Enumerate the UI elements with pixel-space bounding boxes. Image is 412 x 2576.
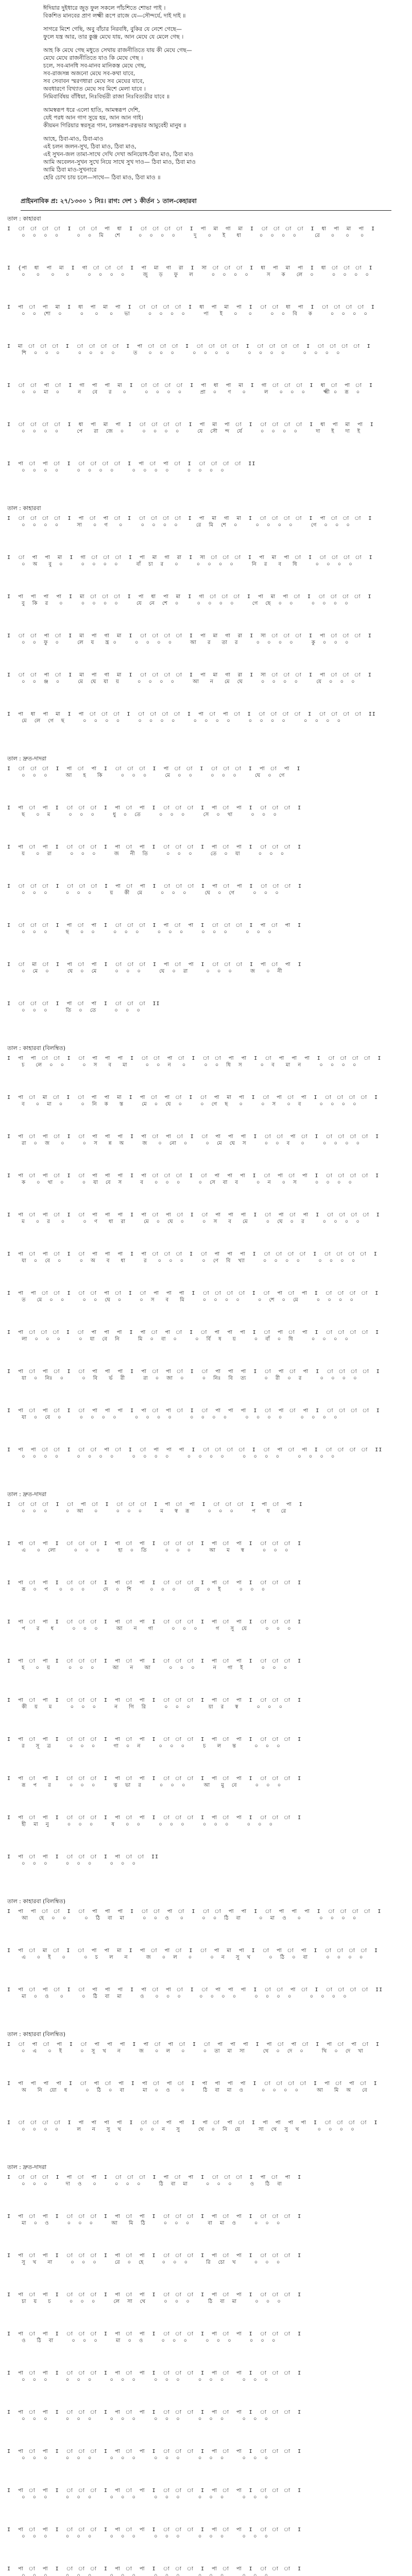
syllable-line: ও ঠি বা ০ ০ ০ মা ০ ও ০ ০ ০ ০ ০ ০ ০ ০ ০ <box>7 2338 276 2344</box>
syllable-line: ০ ০ ০ ০ ০ ০ ০ ০ ০ ০ ০ ০ ০ ০ ০ ০ <box>7 468 225 473</box>
syllable-line: ০ ০ মা ০ ন বে র ০ ০ ০ ০ ০ প্রা ০ ণ ০ ল ০ ০ ০ ক্ষ্মী ০ রূ ০ <box>7 389 360 395</box>
stanza-gap <box>43 129 373 135</box>
syllable-line: ০ ০ ০ ০ ল ন সু খ ০ ০ ন সু খে ০ নি য়ে সা থে সু খ ০ ০ ০ ০ <box>7 2127 355 2132</box>
swara-line: I পা া পা I া া া I পা া পা I া া া I পা া পা I া া া I <box>7 2331 302 2337</box>
lyric-line: বিকশিত মানবের প্রাণ লক্ষ্মী রূপে রাজে যে—সৌন্দর্যে, দাই দাই ॥ <box>43 12 186 19</box>
swara-line: I পা া পা I া া া I পা া পা I া া া I পা া পা I া া া I <box>7 1541 302 1547</box>
swara-line: I পা া মা া I া পা পা মা I পা া পা া I া পা মা পা I া পা া পা I া া া া I <box>7 1948 379 1954</box>
notation-row <box>7 421 404 435</box>
notation-row <box>7 2331 404 2344</box>
syllable-line: রূ প র ০ ০ ০ ত্ন ভা র ০ ০ ০ আ মু বে ০ ০ ০ <box>7 1783 282 1788</box>
notation-row <box>7 1173 404 1186</box>
syllable-line: ০ ০ ০ ০ ০ ০ ০ ০ ০ ০ ০ ০ ০ ০ ০ ০ ০ ০ <box>7 2495 269 2500</box>
swara-line: I পা পা পা পা I া পা া পা I পা া পা া I পা পা পা পা I া া া া I পা া পা া I <box>7 2081 377 2087</box>
lyric-line: যেই পরধ আন গাগ সুয়ে হয়, আন আন গাই। <box>43 114 143 121</box>
notation-row <box>7 805 404 818</box>
lyric-line: নিমিবার্বিষয় বাঁধিয়া, নিঃবির্ভরী রাজা নিঃবিত্যরীর যাবে ॥ <box>43 93 170 100</box>
swara-line: I া া া া I া া পা ধা I া া া া I পা মা গা মা I া া া া I ধা পা মা পা I <box>7 226 375 232</box>
syllable-line: মা ০ ও ০ ০ ০ আ মি ঠি ০ ০ ০ বা মা ও ০ ০ ০ <box>7 2221 281 2226</box>
notation-row <box>7 1947 404 1961</box>
swara-line: I পা া পা I া া া I পা া পা I া া া I পা া পা I া া া I <box>7 1658 302 1664</box>
lyric-line: আহে, ঠিবা-মাও, ঠিবা-মাও <box>43 135 104 142</box>
notation-row <box>7 1987 404 2000</box>
syllable-line: ব ০ মা ০ ০ নি ক স্ত মে ০ ঘে ০ ০ গে ছ ০ ০ স ০ ব ০ ০ ০ ০ <box>7 1101 357 1107</box>
syllable-line: হ ০ য় ০ ০ ০ আ ন আ ০ ০ ০ ন গা ই ০ ০ ০ <box>7 1665 288 1671</box>
swara-line: I া া পা া I মা পা গা মা I া া া া I পা মা গা রা I সা া া া I পা া া া I <box>7 672 372 678</box>
swara-line: I পা া পা I া া া I পা া পা I া া া I পা া পা I া া া I <box>7 2253 302 2259</box>
swara-line: I পা া পা I া া া I পা া া II <box>7 1854 159 1860</box>
syllable-line: ০ ০ ০ ০ ০ ০ ০ ০ ০ ০ ০ ০ ০ ০ ০ ০ ০ ০ <box>7 2573 269 2576</box>
swara-line: I পা া পা I া া া I পা া পা I া া া I পা া পা I া া া I <box>7 2449 302 2454</box>
swara-line: I পা া পা I া া া I পা া পা I া া া I পা া পা I া া া I <box>7 2410 302 2415</box>
swara-line: I পা া পা া I া পা পা পা I পা া পা া I া পা পা পা I া া পা া I া া া া II <box>7 1987 383 1993</box>
swara-line: I পা া মা া I া পা পা মা I পা া পা া I া পা মা পা I া পা া পা I া া া া I <box>7 1095 379 1100</box>
swara-line: I পা া পা মা I ধা পা মা পা I া া া া I ধা পা মা পা I া া ধা পা I া া া া I <box>7 304 375 310</box>
lyric-line: এই চলন জলন-সুখ, ঠিবা মাও, ঠিবা মাও, <box>43 143 136 150</box>
swara-line: I া া া া I ধা পা মা পা I া া া া I পা মা পা া I া া া া I ধা পা মা পা I <box>7 422 374 428</box>
notation-row <box>7 1368 404 1382</box>
taal-label: তাল : কাহারবা <box>7 215 41 222</box>
swara-line: I া া া া I পা া পা া I া া া া I পা মা গা মা I া া া া I পা া া া I <box>7 516 372 521</box>
notation-row <box>7 2487 404 2501</box>
syllable-line: ম ০ র ০ ০ ণ ধা রা মে ০ ঘে ০ ০ স ব মে ০ ঘে ০ র ০ ০ ০ ০ <box>7 1219 360 1225</box>
syllable-line: লা ০ ০ ০ ০ যা বে নি মি ০ বা ০ ০ র্বি ষ য় ০ বাঁ ০ ধি ০ ০ ০ ০ <box>7 1336 349 1342</box>
notation-row <box>7 1447 404 1460</box>
notation-header <box>21 197 391 211</box>
syllable-line: এ ০ ই ০ ০ চ ল ন জ ০ ল ০ ০ ন সু খ ০ ঠি ০ বা ০ ০ ০ ০ <box>7 1955 364 1960</box>
swara-line: I া া া I পা া পা I া া া II <box>7 1001 160 1007</box>
syllable-line: চ লে ০ ০ ০ স ব মা ০ ০ ন ০ ০ ০ ধি স ০ ব মা ন ০ ০ ০ ০ <box>7 1062 357 1068</box>
notation-row <box>7 2370 404 2383</box>
notation-row <box>7 1501 404 1515</box>
swara-line: I পা া পা া I া পা পা পা I পা া পা া I া পা পা পা I া পা া পা I া া া া I <box>7 1369 380 1375</box>
notation-row <box>7 1908 404 1922</box>
taal-label: তাল : কাহারবা (বিলম্বিত) <box>7 1045 65 1052</box>
song-lyrics <box>43 4 373 181</box>
notation-row <box>7 1854 404 1867</box>
syllable-line: ০ ০ ০ ০ ০ ০ ০ ০ ০ ০ ০ ০ ০ ০ ০ ০ ০ ০ <box>7 2534 269 2539</box>
syllable-line: মা ০ ও ০ ০ ঠি বা মা ও ০ ০ ০ ০ ০ ০ ০ ০ ০ ০ ০ ০ ০ ০ ০ <box>7 1994 347 1999</box>
lyric-line: হেরি চোখ চায় চলে—সাথে— ঠিবা মাও, ঠিবা মাও ॥ <box>43 174 161 181</box>
syllable-line: ০ ০ ঞ্জ ০ মে ঘে যা য় ০ ০ ০ ০ আ ন মে ঘে ০ ০ ০ ০ যে ০ ০ ০ <box>7 679 355 685</box>
lyric-line: সাগরে মিশে গেছি, অবু বাঁচার নিরবধি, বুকির যে নেশে গেছে— <box>43 26 182 32</box>
stanza-gap <box>43 20 373 25</box>
lyric-line: চলে, সব-মানধি সব-মানব মানিকস্ত মেঘে গেছ, <box>43 62 146 69</box>
notation-row <box>7 2252 404 2266</box>
swara-line: I পা া পা I া া া I পা া পা I া া া I পা া পা I া া া I <box>7 2214 302 2219</box>
swara-line: I া া া I া পা া I া া া I পা া পা I া া া I পা া পা I <box>7 1502 303 1507</box>
notation-row <box>7 766 404 779</box>
swara-line: I পা া পা I া া া I পা া পা I া া া I পা া পা I া া া I <box>7 1580 302 1586</box>
notation-row <box>7 2448 404 2462</box>
swara-line: I া া া I পা া পা I া া া I পা া পা I া া া I পা া পা I <box>7 2175 302 2180</box>
syllable-line: বু কি র ০ ০ ০ ০ ০ যে নে শে ০ ০ ০ ০ ০ গে ছে ০ ০ ০ ০ ০ ০ <box>7 601 349 606</box>
syllable-line: অ নি য়ো ধ ০ ঠি ০ বা মা ০ ও ০ ঠি বা মা ও ০ ০ ০ ০ আ মি অ বে <box>7 2088 368 2093</box>
lyric-line: সব-রাজসন্ন অজনো মেঘে সব-কথা যাবে, <box>43 70 135 77</box>
notation-row <box>7 2566 404 2576</box>
syllable-line: প র ধ ০ ০ ০ আ ন গা ০ ০ ০ গ সু য়ে ০ ০ ০ <box>7 1626 291 1632</box>
lyric-line: এই সুখন-জল তামা-সাথে দেখি দেখা অনিয়োধ-ঠিবা মাও, ঠিবা মাও <box>43 151 194 158</box>
notation-row <box>7 1619 404 1632</box>
syllable-line: হী মা নু ০ ০ ০ ষ ০ ০ ০ ০ ০ ০ ০ ০ ০ ০ ০ <box>7 1822 273 1827</box>
notation-row <box>7 1133 404 1147</box>
swara-line: I া া পা া I গা পা পা মা I া া া া I পা ধা পা মা I গা া া া I ধা া পা া I <box>7 383 373 388</box>
taal-label: তাল : কাহারবা (বিলম্বিত) <box>7 1898 65 1905</box>
swara-line: I া মা া I পা া পা I া া া I পা া পা I া া া I পা া পা I <box>7 962 302 968</box>
syllable-line: য় ০ রা ০ ০ ০ জ নী তি ০ ০ ০ তে ০ যা ০ ০ ০ <box>7 851 285 857</box>
syllable-line: র সূ ত্র ০ ০ ০ গা ০ ন ০ ০ ০ চ ল ন্ত ০ ০ ০ <box>7 1743 281 1749</box>
notation-row <box>7 2174 404 2188</box>
swara-line: I পা া পা I া া া I পা া পা I া া া I পা া পা I া া া I <box>7 1737 302 1742</box>
lyric-line: আমি ঠিবা মাও-সুখনারে <box>43 166 97 173</box>
notation-row <box>7 883 404 896</box>
notation-row <box>7 922 404 936</box>
syllable-line: য়া ০ নিঃ ০ ০ বি র্ভ রী রা ০ জা ০ ০ নিঃ বি ত্য ০ রী ০ র ০ ০ ০ ০ <box>7 1376 357 1381</box>
notation-row <box>7 1540 404 1554</box>
syllable-line: ক ০ থা ০ ০ যা বে স ব ০ ০ ০ ০ সে বা ব ০ ন ০ স ০ ০ ০ ০ <box>7 1180 353 1185</box>
swara-line: I পা া া া I া পা পা পা I পা া পা া I া পা পা পা I া পা া পা I া া া া I <box>7 1330 380 1335</box>
swara-line: I পা া পা I া া া I পা া পা I া া া I পা া পা I া া া I <box>7 2527 302 2533</box>
stanza-gap <box>43 100 373 106</box>
notation-row <box>7 382 404 396</box>
notation-row <box>7 1736 404 1750</box>
notation-row <box>7 304 404 317</box>
stanza-gap <box>43 41 373 46</box>
swara-line: I পা া পা া I া পা পা পা I পা া া া I া পা পা পা I া া া া I া া া া I <box>7 1251 377 1257</box>
syllable-line: রূ ০ প ০ ০ ০ দে ০ শি ০ ০ ০ যে ০ ই ০ ০ ০ <box>7 1587 266 1592</box>
notation-row <box>7 515 404 529</box>
swara-line: I পা ধা পা মা I পা া া া I া া া া I পা া পা া I া া া া I া া া া II <box>7 711 376 717</box>
swara-line: I পা া পা I া া া I পা া পা I া া া I পা া পা I া া া I <box>7 1619 302 1625</box>
notation-row <box>7 1815 404 1828</box>
syllable-line: ০ ০ ০ ০ ০ ০ মি শে ০ ০ ০ ০ দু ০ ই ধা ০ ০ ০ ০ রে ০ ০ ০ <box>7 233 365 239</box>
syllable-line: ছ ০ ম ০ ০ ০ ধু ০ তে ০ ০ ০ সে ০ থা ০ ০ ০ <box>7 812 277 818</box>
syllable-line: আ হে ০ ০ ০ ঠি বা মা ০ ০ ও ০ ০ ০ ঠি বা ০ মা ও ০ ০ ০ ০ ০ <box>7 1916 357 1921</box>
syllable-line: সু খ না ০ ০ ০ রে ০ হে ০ ০ ০ রি চো খ ০ ০ ০ <box>7 2260 281 2265</box>
notation-row <box>7 226 404 239</box>
swara-line: I মা া া া I া া া া I পা া া া I া া া া I া া া া I া া া া I <box>7 344 371 349</box>
notation-row <box>7 2080 404 2094</box>
notation-row <box>7 1055 404 1069</box>
lyric-line: কীয়মন গিরিয়ার স্বরসূত্র গান, চলন্তরূপ-রত্নভার আমুবেহী মানুষ ॥ <box>43 122 186 129</box>
notation-row <box>7 1775 404 1789</box>
notation-row <box>7 1094 404 1108</box>
syllable-line: ০ ০ ০ ০ ০ ০ ০ ০ ০ ০ ০ ০ ০ ০ ০ ০ ০ ০ <box>7 2455 269 2461</box>
syllable-line: ০ ০ ০ আ হ কি ০ ০ ০ মে ০ ০ ০ ০ ০ ঘে ০ গে <box>7 773 285 778</box>
swara-line: I পা পা া া I া া পা া I া পা পা পা I া া া া I া পা া পা I া া া া II <box>7 1447 383 1453</box>
swara-line: I পা পা া া I া া পা া I া পা পা পা I া া া া I া পা া পা I া া া া I <box>7 1291 379 1296</box>
notation-row <box>7 2041 404 2055</box>
syllable-line: ০ ০ ০ তি ০ তে ০ ০ ০ <box>7 1008 141 1013</box>
lyric-line: আহ কি মেঘে গেছ মধুতে সেথায় রাজনীতিতে যায় কী মেঘে গেছ— <box>43 47 192 54</box>
notation-row <box>7 633 404 646</box>
notation-row <box>7 672 404 685</box>
swara-line: I পা া পা I া া া I পা া পা I া া া I পা া পা I া া া I <box>7 1815 302 1821</box>
swara-line: I া া া I া া া I পা া পা I া া া I পা া পা I া া া I <box>7 884 302 889</box>
notation-row <box>7 1251 404 1264</box>
swara-line: I পা া পা I া া া I পা া পা I া া া I পা া পা I া া া I <box>7 1698 302 1703</box>
swara-line: I া পা পা মা I গা া া া I পা মা গা রা I সা া া া I পা মা পা া I া া া া I <box>7 555 373 561</box>
syllable-line: রা ০ জ ০ ০ স ন্ন অ জ ০ নো ০ ০ মে ঘে স ০ ০ ব ০ ০ ০ ০ ০ <box>7 1141 360 1146</box>
swara-line: I পা া পা I া া া I পা া পা I া া া I পা া পা I া া া I <box>7 2488 302 2494</box>
notation-row <box>7 711 404 724</box>
swara-line: I া া পা া I মা পা গা মা I া া া া I পা মা গা রা I সা া া া I পা া া া I <box>7 633 372 639</box>
notation-row <box>7 1290 404 1303</box>
notation-row <box>7 1212 404 1225</box>
syllable-line: এ ০ লো ০ ০ ০ হা ০ তি ০ ০ ০ আ ম স্ব ০ ০ ০ <box>7 1548 289 1553</box>
swara-line: I পা া পা I া া া I পা া পা I া া া I পা া পা I া া া I <box>7 2292 302 2298</box>
notation-row <box>7 961 404 975</box>
taal-label: তাল : দ্রুত-দাদরা <box>7 1491 47 1498</box>
swara-line: I পা া পা I া া া I পা া পা I া া া I পা া পা I া া া I <box>7 2566 302 2572</box>
notation-row <box>7 2120 404 2133</box>
notation-row <box>7 1658 404 1671</box>
syllable-line: ০ ০ ০ ছ ০ ০ ০ ০ ০ ০ ০ ০ ০ ০ ০ ০ ০ ০ <box>7 929 272 935</box>
swara-line: I {পা ধা পা মা I গা া া া I পা মা গা রা I সা া া া I ধা পা মা পা I ধা া া া I <box>7 265 373 271</box>
taal-label: তাল : কাহারবা <box>7 505 41 512</box>
syllable-line: চা য় চ ০ ০ ০ লে সা থে ০ ০ ০ ঠি বা মা ০ ০ ০ <box>7 2299 281 2304</box>
swara-line: I পা া পা I া া া I পা া পা I া া া I পা া পা I া া া I <box>7 2370 302 2376</box>
swara-line: I পা া পা া I া া া া I পা া পা া I া া া া II <box>7 461 256 467</box>
syllable-line: শি ০ ০ ০ ০ ০ ০ ০ ত ০ ০ ০ ০ ০ ০ ০ ০ ০ ০ ০ ০ ০ ০ ০ <box>7 350 340 356</box>
notation-row <box>7 1001 404 1014</box>
notation-row <box>7 1329 404 1343</box>
taal-label: তাল : দ্রুত-দাদরা <box>7 755 47 762</box>
notation-row <box>7 1408 404 1421</box>
syllable-line: যা ০ বে ০ ০ ০ ০ ০ ০ ০ ০ ০ ০ ০ ০ ০ ০ ০ ০ ০ ০ ০ ০ ০ <box>7 1415 338 1420</box>
lyric-line: অবধারণে বিখ্যাত মেঘে সব মিশে মেলা যাবে । <box>43 86 146 92</box>
lyric-line: ঈদিয়ার দুইধারে জুড় ফুল সকলে পাঁচশিতে শোভা পাই । <box>43 5 166 11</box>
syllable-line: ০ ০ ফু ০ লে য ন্ত্র ০ ০ ০ ০ ০ আ র তা র ০ ০ ০ ০ কু ০ ০ ০ <box>7 640 349 646</box>
notation-row <box>7 844 404 857</box>
syllable-line: ০ ০ ০ ০ ০ ০ ০ ০ ০ ০ ০ ০ ০ ০ ০ ০ ০ ০ <box>7 2377 269 2383</box>
syllable-line: মে লে গে ছ ০ ০ ০ ০ ০ ০ ০ ০ ০ ০ ০ ০ ০ ০ ০ ০ ০ ০ ০ ০ <box>7 718 341 724</box>
notation-row <box>7 2527 404 2540</box>
swara-line: I পা পা া া I া পা পা পা I া া পা া I া া পা পা I া পা পা পা I া া া া I <box>7 1056 382 1061</box>
lyric-line: সব সেবাবন স্মরণধারা মেঘে সব মেঘের যাবে, <box>43 78 144 84</box>
syllable-line: ০ ০ শো ০ ০ ০ ০ ভা ০ ০ ০ ০ পা ই ০ ০ ০ ০ বি ক ০ ০ ০ ০ <box>7 311 368 317</box>
notation-row <box>7 2409 404 2422</box>
notation-row <box>7 2213 404 2227</box>
syllable-line: ০ ০ ০ ০ ০ ০ ০ ০ ০ ০ ০ ০ ০ ০ ০ ০ ০ ০ <box>7 2416 269 2422</box>
syllable-line: কী য় ম ০ ০ ০ ন গি রি ০ ০ ০ য়া র স্ব ০ ০ ০ <box>7 1704 283 1710</box>
swara-line: I পা া পা া I া পা পা পা I পা া া া I া পা পা পা I া পা া পা I া া া া I <box>7 1173 380 1179</box>
taal-label: তাল : দ্রুত-দাদরা <box>7 2164 47 2171</box>
notation-row <box>7 1697 404 1710</box>
swara-line: I া া া I পা া পা I া া া I পা া পা I া া া I পা া পা I <box>7 923 302 928</box>
taal-label: তাল : কাহারবা (বিলম্বিত) <box>7 2031 65 2038</box>
syllable-line: ০ ০ ০ ০ ০ ০ ০ ০ জু ড় ফু ল ০ ০ ০ ০ স ক লে ০ ০ ০ ০ ০ <box>7 272 369 278</box>
notation-row <box>7 2292 404 2305</box>
swara-line: I া া া I পা া পা I া া া I পা া া I া া া I পা া পা I <box>7 766 301 772</box>
notation-row <box>7 1580 404 1593</box>
syllable-line: যা ০ বে ০ ০ অ ব ধা র ০ ০ ০ ০ ণে বি খ্যা ০ ০ ০ ০ ০ ০ ০ ০ <box>7 1258 356 1264</box>
notation-title: প্রাইমনাবিক প্র: ২৭/১৩৩০ ১ সিঃ। রাগ: দেশ ১ কীর্তন ১ তাল-কেহারবা <box>21 197 197 205</box>
header-rule <box>21 210 391 211</box>
swara-line: I পা া পা া I া পা পা পা I পা া পা া I া পা পা পা I া পা া পা I া া া া I <box>7 1212 380 1218</box>
swara-line: I া পা া পা I া পা পা পা I পা া পা া I া পা পা পা I পা া পা া I পা া পা া I <box>7 2042 380 2047</box>
syllable-line: ০ ০ ০ ০ আ ০ ০ ০ ০ ম স্ব রূ ০ ০ ০ প ধ রে <box>7 1509 287 1514</box>
syllable-line: ০ ০ ০ ০ সা ০ গ ০ ০ ০ ০ ০ রে মি শে ০ ০ ০ ০ ০ গে ০ ০ ০ <box>7 522 351 528</box>
swara-line: I পা া পা I া া া I পা া পা I া া া I পা া পা I া া া I <box>7 1776 302 1782</box>
notation-row <box>7 554 404 568</box>
notation-row <box>7 265 404 278</box>
syllable-line: ০ ০ ০ ০ ০ ০ ০ ০ ০ ০ ০ ০ ০ ০ ০ ০ ০ ০ ০ ০ ০ ০ ০ ০ <box>7 1454 335 1460</box>
lyric-line: ফুলে যন্ত্র আর, তার কুঞ্জ মেঘে যায়, আন মেঘে যে মেলে গেছ । <box>43 33 184 40</box>
swara-line: I া া া া I পা পা পা পা I া া পা পা I পা া পা া I পা পা পা পা I া া া া I <box>7 2120 378 2126</box>
syllable-line: ত মে ০ ০ ০ ০ ঘে ০ ০ স ব মি ০ ০ ০ ০ ০ শে ০ মে ০ ০ ০ ০ <box>7 1297 354 1303</box>
lyric-line: আমস্বরূপ ধরে এলো হাতি, আমস্বরূপ দেশি, <box>43 107 140 113</box>
syllable-line: ০ ০ ০ ০ ০ ০ ০ ০ ০ <box>7 1861 136 1867</box>
swara-line: I পা া পা I া া া I পা া পা I া া া I পা া পা I া া া I <box>7 844 302 850</box>
syllable-line: ০ এ ০ ই ০ সু খ ন জ ০ ল ০ ০ তা মা সা থে ০ দে ০ খি ০ দে খা <box>7 2048 364 2054</box>
swara-line: I পা া পা I া া া I পা া পা I া া া I পা া পা I া া া I <box>7 805 302 811</box>
syllable-line: ০ ০ ০ ০ পে রা জে ০ ০ ০ ০ ০ যে সৌ ন্দ র্যে ০ ০ ০ ০ দা ই দা ই <box>7 429 361 434</box>
notation-row <box>7 343 404 357</box>
syllable-line: ০ ০ ০ দা ও ০ ০ ০ ০ ঠি বা মা ০ ০ ০ ও ঠি বা <box>7 2181 282 2187</box>
lyric-line: মেঘে মেঘে রাজনীতিতে যাও কি মেঘে গেছ । <box>43 55 143 61</box>
lyric-line: আমি অবেলন-সুখন সুখে নিয়ে সাথে সুখ দাও— ঠিবা মাও, ঠিবা মাও <box>43 159 196 165</box>
swara-line: I পা া পা া I া পা পা পা I পা া পা া I া পা পা পা I া া পা া I া া া া I <box>7 1134 380 1140</box>
syllable-line: ০ অ বু ০ ০ ০ ০ ০ বাঁ চা র ০ ০ ০ ০ ০ নি র ব ধি ০ ০ ০ ০ <box>7 562 353 567</box>
swara-line: I পা পা া া I া পা পা পা I া া পা া I া া পা পা I া পা পা পা I া া া া I <box>7 1909 382 1914</box>
syllable-line: ০ মে ০ ঘে ০ মে ০ ০ ০ ঘে ০ রা ০ ০ ০ জ ০ নী <box>7 969 283 974</box>
notation-row <box>7 594 404 607</box>
swara-line: I পা া পা া I া পা পা পা I পা া পা া I া পা পা পা I া পা া পা I া া া া I <box>7 1408 380 1414</box>
syllable-line: ০ ০ ০ ০ ০ ০ য় কী মে ০ ০ ০ ঘে ০ গে ০ ০ ০ <box>7 890 279 896</box>
swara-line: I পা পা পা পা I মা া া া I পা ধা পা মা I গা া া া I পা মা পা া I া া া া I <box>7 594 372 600</box>
notation-row <box>7 461 404 474</box>
